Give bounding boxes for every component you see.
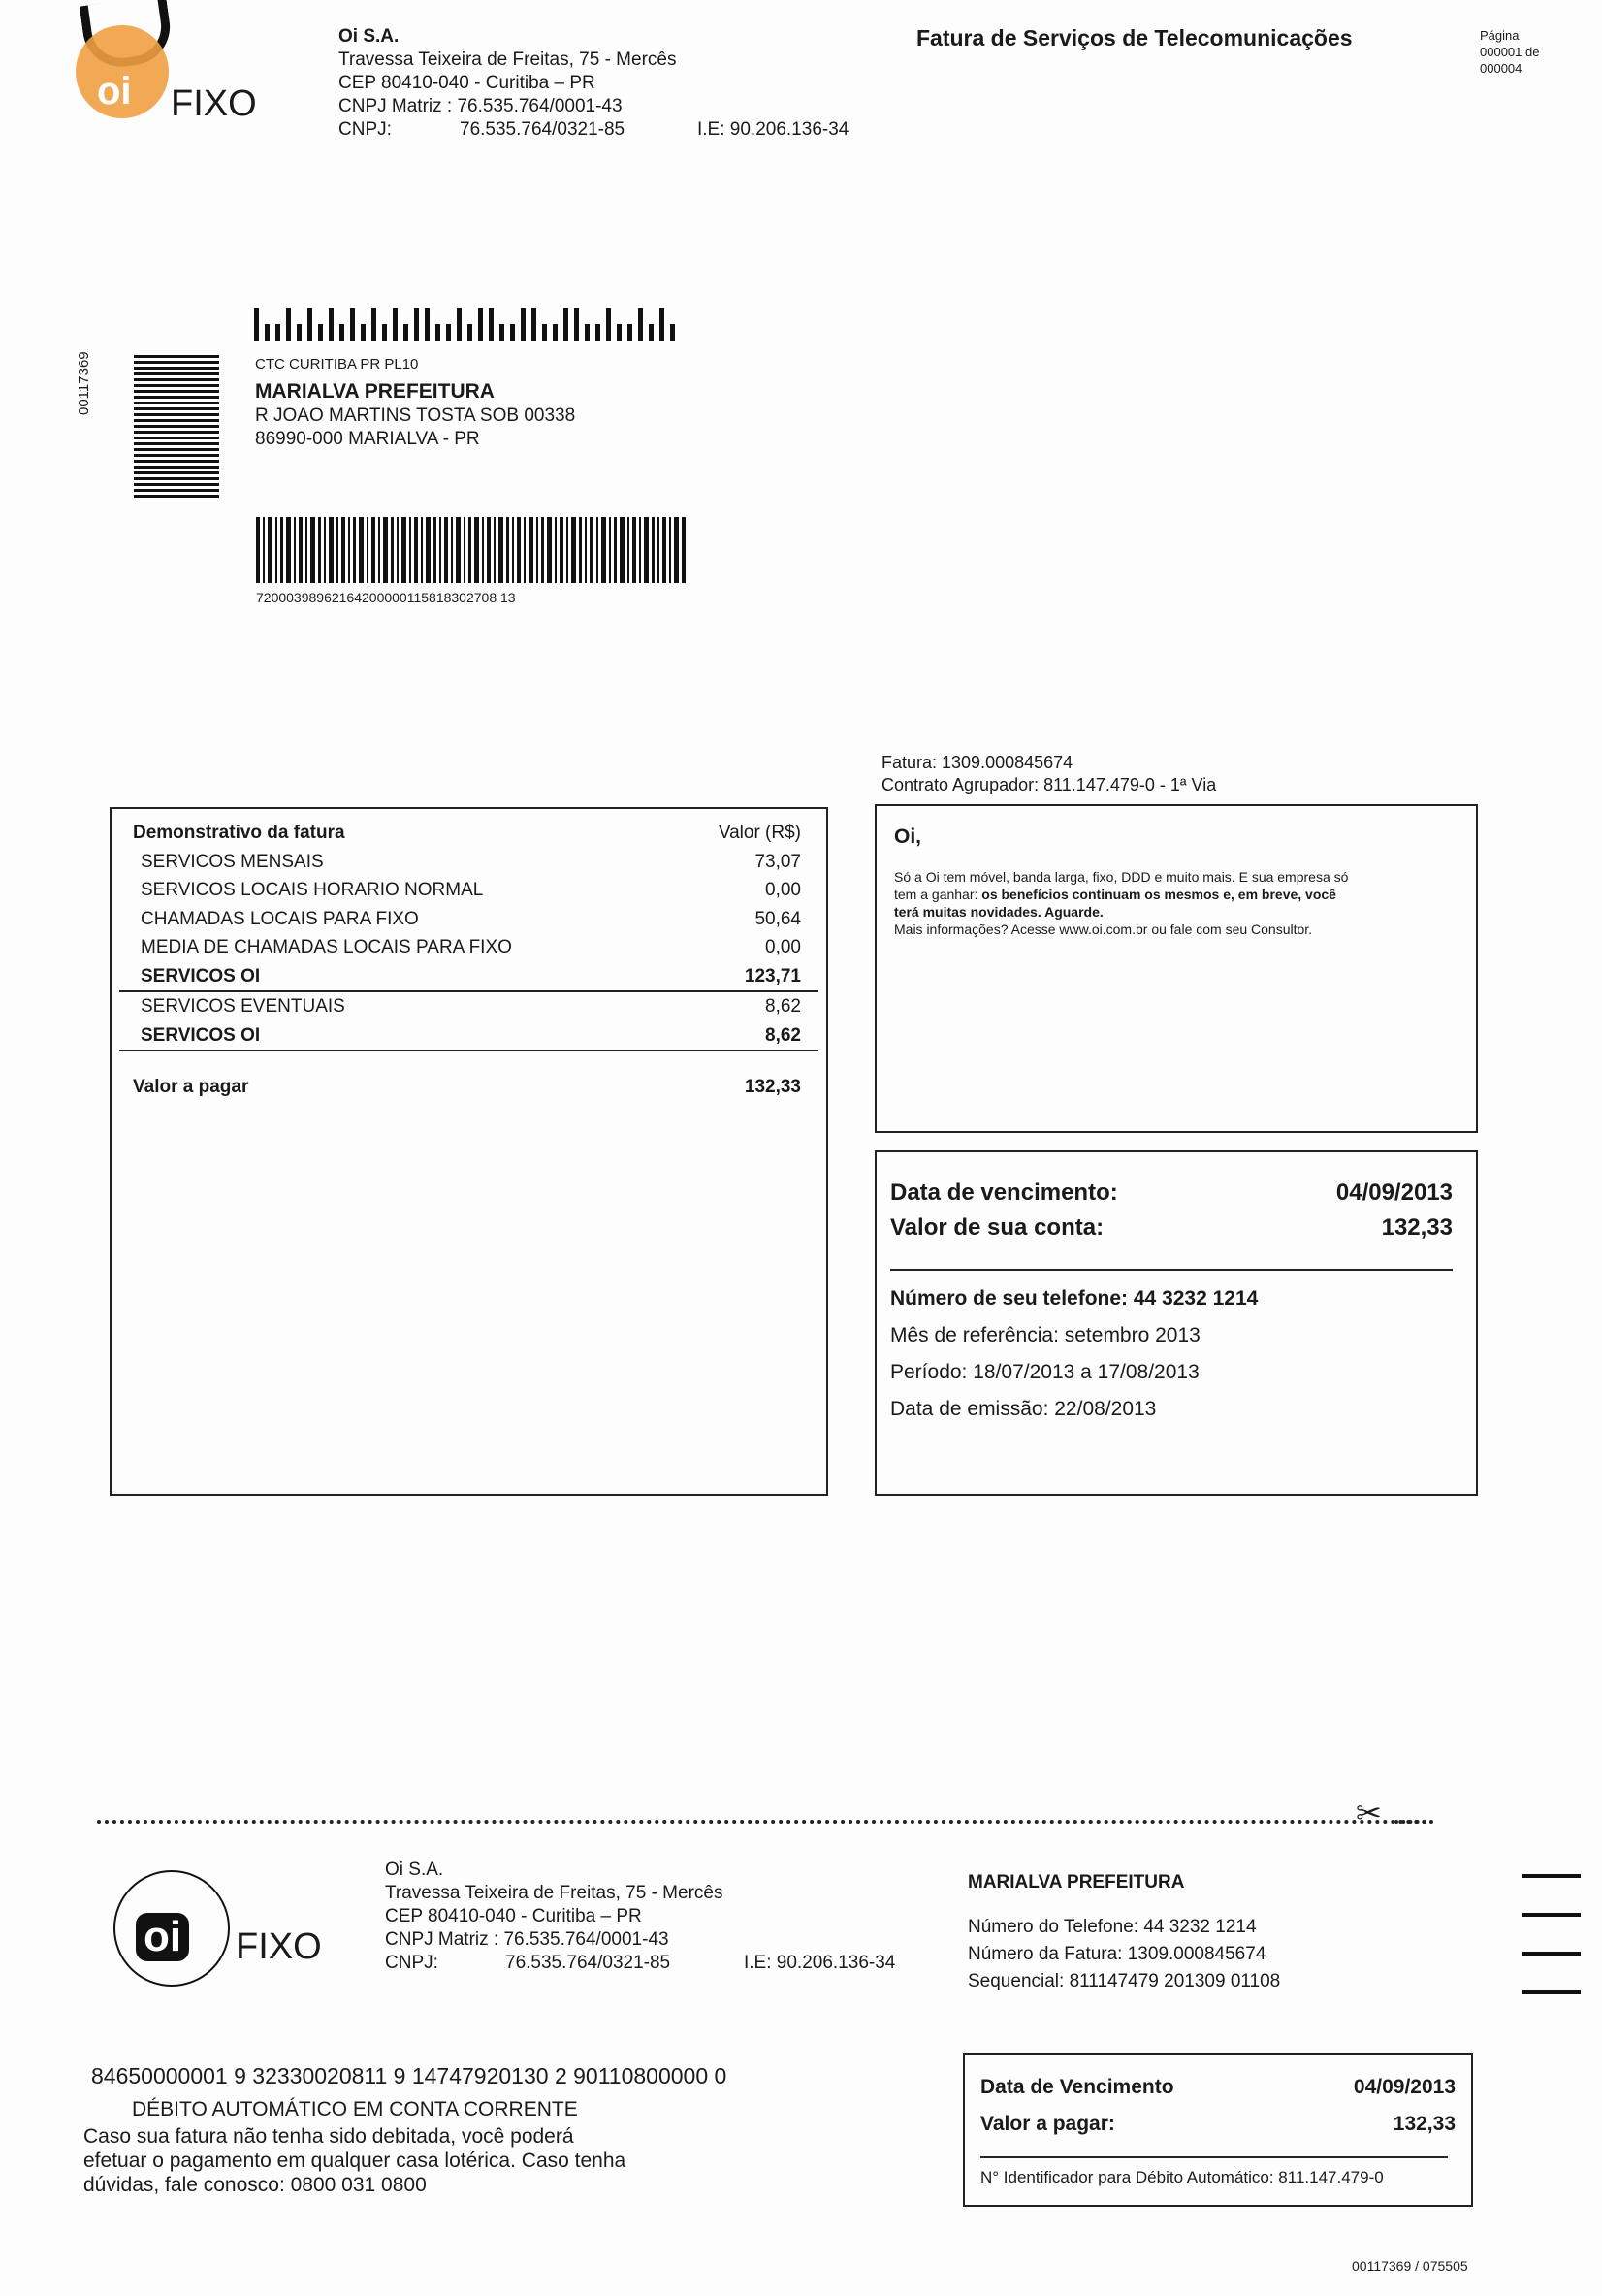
cut-line-end	[1394, 1820, 1433, 1824]
message-line-bold: os benefícios continuam os mesmos e, em breve, você	[981, 887, 1336, 902]
auto-debit-line: dúvidas, fale conosco: 0800 031 0800	[83, 2174, 427, 2196]
company-block	[338, 25, 849, 142]
footer-code: 00117369 / 075505	[1352, 2258, 1468, 2274]
due-date-value: 04/09/2013	[1335, 1180, 1453, 1206]
due-date-label: Data de vencimento:	[890, 1180, 1118, 1206]
statement-item-label: SERVICOS MENSAIS	[141, 851, 324, 872]
company-cep: CEP 80410-040 - Curitiba – PR	[338, 73, 595, 93]
statement-item-value: 0,00	[765, 937, 801, 957]
message-line: Mais informações? Acesse www.oi.com.br ou fale com seu Consultor.	[894, 922, 1313, 937]
ie-value: I.E: 90.206.136-34	[697, 119, 849, 140]
statement-item-label: MEDIA DE CHAMADAS LOCAIS PARA FIXO	[141, 937, 512, 957]
page-total: 000004	[1480, 61, 1522, 76]
side-marks	[1522, 1874, 1581, 1994]
message-greeting: Oi,	[894, 825, 922, 848]
auto-debit-line: efetuar o pagamento em qualquer casa lotérica. Caso tenha	[83, 2150, 626, 2172]
statement-subtotal-label: SERVICOS OI	[141, 965, 261, 986]
side-stripe-barcode	[134, 355, 219, 501]
document-title: Fatura de Serviços de Telecomunicações	[916, 25, 1353, 50]
invoice-reference	[881, 752, 1216, 796]
cut-line	[97, 1820, 1427, 1824]
statement-item-value: 8,62	[765, 996, 801, 1017]
barcode-number: 72000398962164200000115818302708 13	[256, 590, 516, 605]
cnpj-value: 76.535.764/0321-85	[460, 119, 625, 140]
address-block	[255, 355, 575, 451]
stub-sequence: Sequencial: 811147479 201309 01108	[968, 1971, 1281, 1991]
stub-cnpj-value: 76.535.764/0321-85	[505, 1953, 671, 1973]
recipient-name: MARIALVA PREFEITURA	[255, 380, 495, 403]
statement-item-value: 73,07	[754, 851, 801, 872]
postal-barcode	[254, 308, 681, 341]
scissors-icon: ✂	[1356, 1795, 1382, 1830]
contract-number: Contrato Agrupador: 811.147.479-0 - 1ª Via	[881, 775, 1217, 794]
statement-box	[110, 807, 828, 1496]
statement-item-value: 0,00	[765, 880, 801, 900]
company-name: Oi S.A.	[338, 26, 400, 47]
message-line: tem a ganhar:	[894, 887, 982, 902]
stub-customer-name: MARIALVA PREFEITURA	[968, 1872, 1185, 1892]
stub-due-value: 04/09/2013	[1353, 2076, 1456, 2098]
statement-subtotal-label: SERVICOS OI	[141, 1024, 261, 1046]
recipient-street: R JOAO MARTINS TOSTA SOB 00338	[255, 405, 576, 426]
digitable-line: 84650000001 9 32330020811 9 14747920130 2 90110800000 0	[91, 2063, 727, 2088]
stub-amount-value: 132,33	[1393, 2113, 1456, 2135]
statement-subtotal-value: 123,71	[744, 965, 801, 986]
stub-company-name: Oi S.A.	[385, 1859, 444, 1880]
reference-month: Mês de referência: setembro 2013	[890, 1324, 1201, 1346]
auto-debit-line: Caso sua fatura não tenha sido debitada, você poderá	[83, 2125, 574, 2148]
page-label: Página	[1480, 28, 1520, 43]
company-address: Travessa Teixeira de Freitas, 75 - Mercês	[338, 49, 677, 70]
brand-fixo: FIXO	[171, 83, 257, 124]
billing-period: Período: 18/07/2013 a 17/08/2013	[890, 1361, 1200, 1383]
stub-due-label: Data de Vencimento	[980, 2076, 1174, 2098]
phone-number: Número de seu telefone: 44 3232 1214	[890, 1287, 1259, 1310]
auto-debit-text	[83, 2124, 625, 2197]
side-code: 00117369	[76, 351, 92, 415]
summary-box	[875, 1150, 1478, 1496]
amount-value: 132,33	[1381, 1214, 1453, 1241]
amount-label: Valor de sua conta:	[890, 1214, 1105, 1241]
stub-company-cnpj-matriz: CNPJ Matriz : 76.535.764/0001-43	[385, 1929, 669, 1950]
stub-brand-fixo: FIXO	[236, 1926, 322, 1967]
statement-item-label: CHAMADAS LOCAIS PARA FIXO	[141, 908, 419, 929]
stub-company-address: Travessa Teixeira de Freitas, 75 - Mercês	[385, 1883, 723, 1903]
stub-ie-value: I.E: 90.206.136-34	[744, 1953, 896, 1973]
stub-cnpj-label: CNPJ:	[385, 1953, 438, 1973]
recipient-city: 86990-000 MARIALVA - PR	[255, 429, 480, 449]
statement-item-label: SERVICOS LOCAIS HORARIO NORMAL	[141, 880, 484, 900]
invoice-number: Fatura: 1309.000845674	[881, 753, 1073, 772]
oi-logo-text: oi	[97, 70, 132, 113]
message-line-bold: terá muitas novidades. Aguarde.	[894, 904, 1104, 920]
stub-payment-box	[963, 2053, 1473, 2207]
stub-phone: Número do Telefone: 44 3232 1214	[968, 1917, 1257, 1937]
stub-debit-id: N° Identificador para Débito Automático: 811.147.479-0	[980, 2168, 1384, 2186]
divider	[980, 2156, 1448, 2158]
total-label: Valor a pagar	[133, 1077, 249, 1097]
auto-debit-title: DÉBITO AUTOMÁTICO EM CONTA CORRENTE	[132, 2098, 578, 2120]
issue-date: Data de emissão: 22/08/2013	[890, 1398, 1157, 1420]
stub-company-cep: CEP 80410-040 - Curitiba – PR	[385, 1906, 642, 1926]
stub-company-block	[385, 1859, 895, 1975]
page-indicator	[1480, 27, 1539, 77]
stub-oi-logo-text: oi	[136, 1913, 189, 1961]
statement-subtotal-value: 8,62	[765, 1024, 801, 1046]
divider	[890, 1269, 1453, 1271]
divider	[119, 1050, 818, 1051]
statement-header-value: Valor (R$)	[718, 823, 801, 843]
page-current: 000001 de	[1480, 45, 1540, 59]
stub-amount-label: Valor a pagar:	[980, 2113, 1115, 2135]
statement-item-label: SERVICOS EVENTUAIS	[141, 996, 345, 1017]
linear-barcode	[256, 517, 688, 583]
message-line: Só a Oi tem móvel, banda larga, fixo, DDD e muito mais. E sua empresa só	[894, 869, 1349, 885]
stub-customer-block	[968, 1871, 1280, 1995]
total-value: 132,33	[744, 1077, 801, 1097]
stub-invoice: Número da Fatura: 1309.000845674	[968, 1944, 1266, 1964]
statement-item-value: 50,64	[754, 908, 801, 929]
message-box	[875, 804, 1478, 1133]
cnpj-label: CNPJ:	[338, 119, 392, 140]
route-code: CTC CURITIBA PR PL10	[255, 356, 419, 372]
statement-header-label: Demonstrativo da fatura	[133, 823, 345, 843]
company-cnpj-matriz: CNPJ Matriz : 76.535.764/0001-43	[338, 96, 623, 116]
